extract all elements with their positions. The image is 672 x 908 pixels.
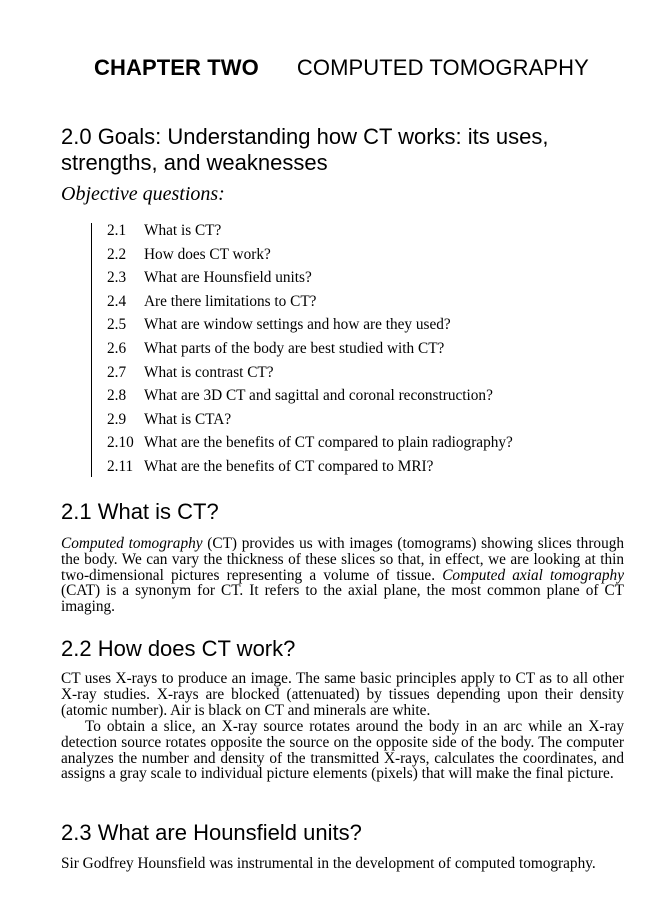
question-number: 2.2 bbox=[107, 245, 127, 263]
question-number: 2.8 bbox=[107, 387, 127, 405]
question-text: What are the benefits of CT compared to MRI? bbox=[144, 457, 434, 475]
section-2-2-heading: 2.2 How does CT work? bbox=[61, 636, 296, 661]
question-item bbox=[107, 247, 513, 271]
question-number: 2.7 bbox=[107, 363, 127, 381]
section-2-2-paragraph-1: CT uses X-rays to produce an image. The same basic principles apply to CT as to all other X-ray studies. X-rays are blocked (attenuated) by tissues depending upon their density (atomic number). Air is black on CT and minerals are white. bbox=[61, 670, 624, 719]
question-item bbox=[107, 435, 513, 459]
section-2-1-paragraph bbox=[61, 536, 624, 615]
question-item bbox=[107, 270, 513, 294]
section-2-1-heading: 2.1 What is CT? bbox=[61, 499, 219, 524]
question-text: How does CT work? bbox=[144, 245, 271, 263]
question-text: What are window settings and how are they used? bbox=[144, 316, 451, 334]
question-text: What is CTA? bbox=[144, 410, 232, 428]
section-2-3-paragraph-1: Sir Godfrey Hounsfield was instrumental in the development of computed tomography. bbox=[61, 855, 596, 872]
term-computed-tomography: Computed tomography bbox=[61, 535, 203, 552]
question-item bbox=[107, 294, 513, 318]
question-number: 2.3 bbox=[107, 269, 127, 287]
question-item bbox=[107, 459, 513, 483]
objective-questions-label: Objective questions: bbox=[61, 183, 225, 205]
question-number: 2.6 bbox=[107, 339, 127, 357]
objective-question-list bbox=[91, 223, 513, 477]
question-text: What are the benefits of CT compared to plain radiography? bbox=[144, 434, 513, 452]
question-item bbox=[107, 388, 513, 412]
question-item bbox=[107, 412, 513, 436]
question-text: What is CT? bbox=[144, 222, 222, 239]
question-item bbox=[107, 341, 513, 365]
question-number: 2.1 bbox=[107, 222, 127, 239]
chapter-title: COMPUTED TOMOGRAPHY bbox=[296, 55, 589, 80]
section-2-1-text-a: (CT) provides us with images (tomograms) showing slices through the body. We can vary the thickness of these slices so that, in effect, we are looking at thin two-dimensional pictures representing a volume of tissue. bbox=[61, 535, 625, 584]
goals-heading: 2.0 Goals: Understanding how CT works: its uses, strengths, and weaknesses bbox=[61, 124, 549, 175]
question-item bbox=[107, 223, 513, 247]
question-text: What is contrast CT? bbox=[144, 363, 274, 381]
question-text: What are Hounsfield units? bbox=[144, 269, 312, 287]
question-number: 2.5 bbox=[107, 316, 127, 334]
section-2-1-text-b: (CAT) is a synonym for CT. It refers to the axial plane, the most common plane of CT imaging. bbox=[61, 582, 624, 616]
chapter-header bbox=[94, 55, 589, 81]
question-number: 2.4 bbox=[107, 292, 127, 310]
question-item bbox=[107, 365, 513, 389]
chapter-number: CHAPTER TWO bbox=[94, 55, 259, 80]
question-number: 2.11 bbox=[107, 457, 134, 475]
section-2-3-heading: 2.3 What are Hounsfield units? bbox=[61, 820, 362, 845]
question-text: What parts of the body are best studied with CT? bbox=[144, 339, 445, 357]
question-number: 2.9 bbox=[107, 410, 127, 428]
question-text: What are 3D CT and sagittal and coronal reconstruction? bbox=[144, 387, 493, 405]
question-item bbox=[107, 317, 513, 341]
term-computed-axial-tomography: Computed axial tomography bbox=[442, 566, 624, 584]
section-2-2-paragraph-2: To obtain a slice, an X-ray source rotates around the body in an arc while an X-ray detection source rotates opposite the source on the opposite side of the body. The computer analyzes the number and density of the transmitted X-rays, calculates the coordinates, and assigns a gray scale to individual picture elements (pixels) that will make the final picture. bbox=[61, 718, 624, 783]
question-text: Are there limitations to CT? bbox=[144, 292, 317, 310]
question-number: 2.10 bbox=[107, 434, 134, 452]
